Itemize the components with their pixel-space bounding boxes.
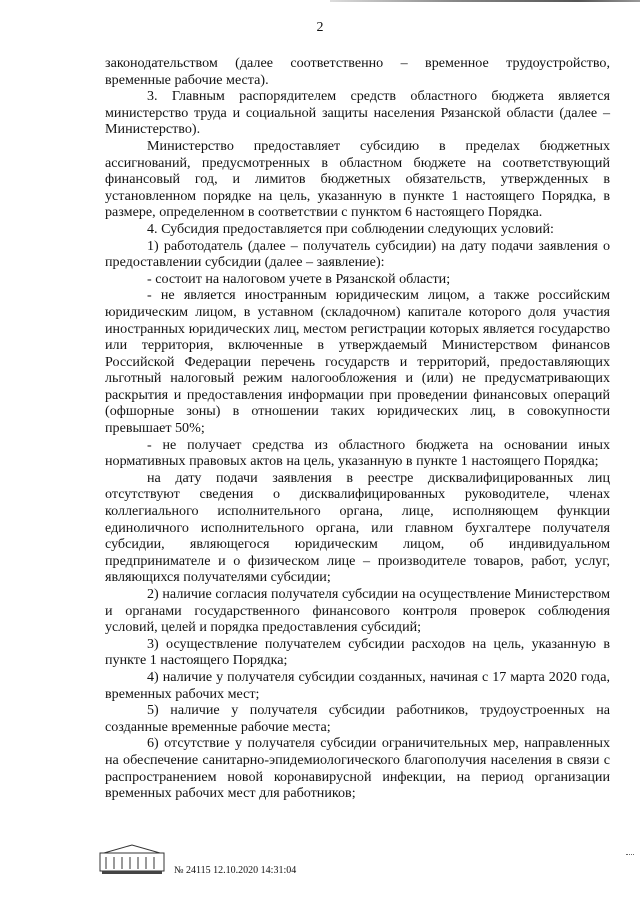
paragraph: 5) наличие у получателя субсидии работников, трудоустроенных на созданные временные рабочие места; — [105, 702, 610, 735]
paragraph: законодательством (далее соответственно – временное трудоустройство, временные рабочие места). — [105, 55, 610, 88]
paragraph: 4) наличие у получателя субсидии созданных, начиная с 17 марта 2020 года, временных рабочих мест; — [105, 668, 610, 702]
paragraph: 6) отсутствие у получателя субсидии ограничительных мер, направленных на обеспечение санитарно-эпидемиологического благополучия населения в связи с распространением новой коронавирусной инфекции, на период организации временных рабочих мест для работников; — [105, 735, 610, 802]
paragraph: 3. Главным распорядителем средств областного бюджета является министерство труда и социальной защиты населения Рязанской области (далее – Министерство). — [105, 88, 610, 138]
document-footer — [98, 843, 358, 883]
paragraph: на дату подачи заявления в реестре дисквалифицированных лиц отсутствуют сведения о дисквалифицированных руководителе, членах коллегиального исполнительного органа, лице, исполняющем функции единоличного исполнительного органа, или главном бухгалтере получателя субсидии, являющегося юридическим лицом, об индивидуальном предпринимателе и о физическом лице – производителе товаров, работ, услуг, являющихся получателями субсидии; — [105, 469, 610, 586]
paragraph: - не получает средства из областного бюджета на основании иных нормативных правовых актов на цель, указанную в пункте 1 настоящего Порядка; — [105, 436, 610, 470]
paragraph: Министерство предоставляет субсидию в пределах бюджетных ассигнований, предусмотренных в областном бюджете на соответствующий финансовый год, и лимитов бюджетных обязательств, утвержденных в установленном порядке на цель, указанную в пункте 1 настоящего Порядка, в размере, определенном в соответствии с пунктом 6 настоящего Порядка. — [105, 137, 610, 221]
registration-number: № 24115 12.10.2020 14:31:04 — [174, 865, 297, 876]
paragraph: 1) работодатель (далее – получатель субсидии) на дату подачи заявления о предоставлении субсидии (далее – заявление): — [105, 237, 610, 271]
paragraph: - не является иностранным юридическим лицом, а также российским юридическим лицом, в уставном (складочном) капитале которого доля участия иностранных юридических лиц, местом регистрации которых является государство или территория, включенные в утверждаемый Министерством финансов Российской Федерации перечень государств и территорий, предоставляющих льготный налоговый режим налогообложения и (или) не предусматривающих раскрытия и предоставления информации при проведении финансовых операций (офшорные зоны) в отношении таких юридических лиц, в совокупности превышает 50%; — [105, 287, 610, 437]
page-number: 2 — [316, 20, 324, 35]
scan-artifact-line — [330, 0, 640, 2]
registry-stamp-icon — [98, 843, 166, 875]
paragraph: 3) осуществление получателем субсидии расходов на цель, указанную в пункте 1 настоящего Порядка; — [105, 635, 610, 669]
scan-edge-mark — [626, 850, 634, 855]
paragraph: 4. Субсидия предоставляется при соблюдении следующих условий: — [147, 220, 554, 237]
document-body — [105, 55, 610, 802]
paragraph: - состоит на налоговом учете в Рязанской области; — [147, 270, 451, 287]
paragraph: 2) наличие согласия получателя субсидии на осуществление Министерством и органами государственного финансового контроля проверок соблюдения условий, целей и порядка предоставления субсидий; — [105, 586, 610, 636]
